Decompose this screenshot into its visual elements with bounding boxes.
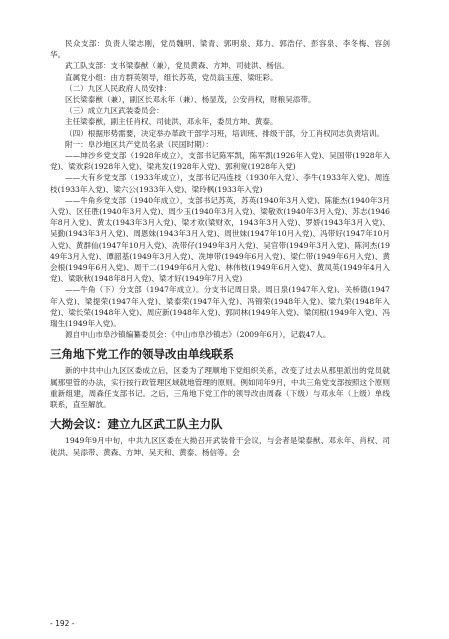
section-heading: 三角地下党工作的领导改由单线联系 [50, 347, 234, 362]
paragraph: （二）九区人民政府人员安排： [65, 83, 172, 93]
paragraph: 主任梁泰猷，副主任肖权、司徒洪、邓永年，委员方坤、黄泰。 [65, 117, 278, 127]
paragraph: 直属党小组：由方群英领导，组长苏英，党员翁玉莲、梁旺彩。 [65, 72, 278, 82]
paragraph: 1949年9月中旬，中共九区区委在大拗召开武装骨干会议，与会者是梁泰猷、邓永年、肖权、司徒洪、吴添带、黄森、方坤、吴天和、黄泰、杨信等。会 [50, 436, 390, 457]
page-number: - 192 - [50, 619, 75, 628]
paragraph: 武工队支部：支书梁泰猷（兼），党员黄森、方坤、司徒洪、杨信。 [65, 61, 290, 71]
paragraph: （四）根据形势需要，决定举办革政干部学习班，培训班、排级干部，分工肖权同志负责培训。 [65, 128, 384, 138]
paragraph: 民众支部：负责人梁志刚，党员魏明、梁青、郭明泉、郑力、郭浩仔、彭容泉、李冬梅、容剑华。 [50, 39, 390, 60]
party-branch-entry: ——大有乡党支部（1933年成立），支部书记冯连枝（1930年入党）、李牛(1933年入党)、周连枝(1933年入党)、梁六公(1933年入党)、梁玲枫(1933年入党) [50, 173, 390, 194]
paragraph: 区长梁泰猷（兼），副区长邓永年（兼）、杨显茂，公安肖权，财粮吴添带。 [65, 95, 316, 105]
document-page [50, 38, 390, 458]
paragraph: 新的中共中山九区区委成立后，区委为了理顺地下党组织关系，改变了过去从那里派出的党员就属那里管的办法，实行按行政管理区域就地管理的原则。例如同年9月，中共三角党支部按照这个原则重新组建，周森任支部书记。之后，三角地下党工作的领导改由周森（下级）与邓永年（上级）单线联系，直至解放。 [50, 366, 390, 410]
paragraph: （三）成立九区武装委员会： [65, 106, 164, 116]
paragraph: 附一：阜沙地区共产党员名录（民国时期）： [65, 139, 214, 149]
section-heading: 大拗会议：建立九区武工队主力队 [50, 417, 223, 432]
party-branch-entry: ——坤沙乡党支部（1928年成立），支部书记陈军凯，陈军凯(1926年入党)、吴国带(1928年入党)、梁欢彩(1928年入党)、梁兆发(1928年入党)、郭利宽(1928年入党) [50, 151, 390, 172]
source-note: 源自中山市阜沙镇编纂委员会：《中山市阜沙镇志》（2009年6月），记载47人。 [65, 330, 331, 340]
party-branch-entry: ——牛角（下）分支部（1947年成立）。分支书记周日泉。周日泉(1947年入党)、关桥德(1947年入党)、梁提荣(1947年入党)、梁泰荣(1947年入党)、冯锦荣(1948年入党)、梁九荣(1948年入党)、梁长荣(1948年入党)、周应新(1948年入党)、郭同林(1949年入党)、梁闰根(1949年入党)、冯瑞生(1949年入党)。 [50, 285, 390, 329]
party-branch-entry: ——牛角乡党支部（1940年成立），支部书记苏英，苏英(1940年3月入党)、陈能杰(1940年3月入党)、区任胜(1940年3月入党)、周少玉(1940年3月入党)、梁敬欢(1940年3月入党)、苏志(1946年8月入党)、黄太(1943年3月入党)、梁才欢(梁财欢，1943年3月入党)、罗娇(1943年3月入党)、吴勤(1943年3月入党)、周恩妹(1943年3月入党)、周世妹(1947年10月入党)、冯带好(1947年10月入党)、黄群仙(1947年10月入党)、冼带仔(1949年3月入党)、吴官带(1949年3月入党)、陈河杰(1949年3月入党)、谭韶基(1949年3月入党)、冼坤带(1949年6月入党)、梁仁带(1949年6月入党)、黄会根(1949年6月入党)、周干二(1949年6月入党)、林伟枝(1949年6月入党)、黄凤英(1949年4月入党)、梁耿秋(1948年8月入党)、梁才好(1949年7月入党) [50, 195, 390, 284]
